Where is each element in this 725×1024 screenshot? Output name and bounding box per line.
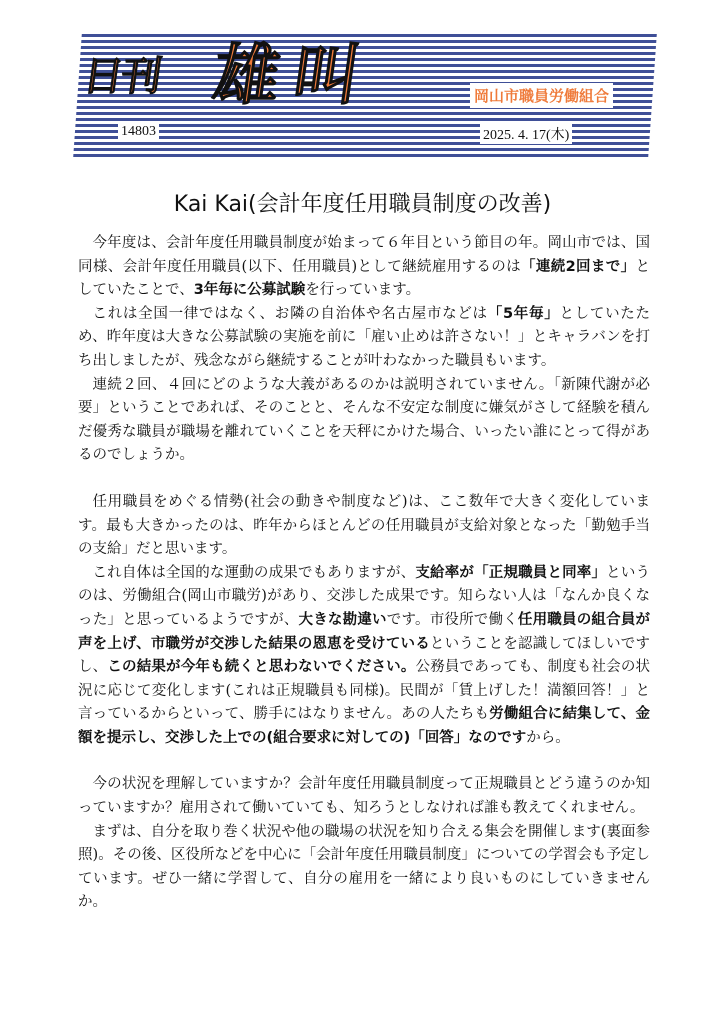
paragraph-text: これは全国一律ではなく、お隣の自治体や名古屋市などは	[92, 305, 488, 322]
article-paragraph	[78, 562, 650, 751]
article-paragraph	[78, 773, 650, 820]
paragraph-text: から。	[526, 729, 570, 746]
paragraph-text: 連続２回、４回にどのような大義があるのかは説明されていません。「新陳代謝が必要」ということであれば、そのことと、そんな不安定な制度に嫌気がさして経験を積んだ優秀な職員が職場を離れていくことを天秤にかけた場合、いったい誰にとって得があるのでしょうか。	[78, 376, 650, 464]
issue-number: 14803	[118, 124, 159, 140]
paragraph-text: 任用職員をめぐる情勢(社会の動きや制度など)は、ここ数年で大きく変化しています。最も大きかったのは、昨年からほとんどの任用職員が支給対象となった「勤勉手当の支給」だと思います。	[78, 493, 650, 558]
emphasis-text: この結果が今年も続くと思わないでください。	[107, 659, 416, 676]
emphasis-text: 大きな勘違い	[298, 611, 387, 628]
article-paragraph	[78, 491, 650, 562]
article-title: Kai Kai(会計年度任用職員制度の改善)	[173, 192, 552, 217]
emphasis-text: 労働組合に結集して、金額を提示し、交渉した上での(組合要求に対しての)「回答」なのです	[78, 706, 650, 746]
masthead-title-small: 日刊	[80, 54, 163, 100]
paragraph-text: を行っています。	[305, 282, 421, 299]
issue-date: 2025. 4. 17(木)	[480, 124, 572, 144]
paragraph-text: としていたため、昨年度は大きな公募試験の実施を前に「雇い止めは許さない！」とキャラバンを打ち出しましたが、残念ながら継続することが叶わなかった職員もいます。	[78, 305, 651, 369]
article-paragraph	[78, 232, 650, 303]
paragraph-gap	[78, 468, 650, 491]
masthead-title-big: 雄叫	[208, 37, 380, 114]
paragraph-text: 今の状況を理解していますか？会計年度任用職員制度って正規職員とどう違うのか知っていますか？雇用されて働いていても、知ろうとしなければ誰も教えてくれません。	[78, 776, 650, 817]
paragraph-text: というのは、労働組合(岡山市職労)があり、交渉した成果です。知らない人は「なんか良くなった」と思っているようですが、	[78, 564, 651, 628]
article-paragraph	[78, 821, 650, 915]
article-paragraph	[78, 303, 650, 374]
paragraph-text: としていたことで、	[78, 258, 650, 299]
paragraph-text: 今年度は、会計年度任用職員制度が始まって６年目という節目の年。岡山市では、国同様、会計年度任用職員(以下、任用職員)として継続雇用するのは	[78, 235, 650, 275]
paragraph-text: まずは、自分を取り巻く状況や他の職場の状況を知り合える集会を開催します(裏面参照)。その後、区役所などを中心に「会計年度任用職員制度」についての学習会も予定しています。ぜひ一緒に学習して、自分の雇用を一緒により良いものにしていきませんか。	[78, 823, 650, 911]
emphasis-text: 「連続2回まで」	[521, 258, 636, 275]
emphasis-text: 支給率が「正規職員と同率」	[415, 564, 607, 581]
paragraph-gap	[78, 750, 650, 773]
article-paragraph	[78, 374, 650, 468]
article-body	[78, 232, 650, 915]
emphasis-text: 3年毎に公募試験	[193, 282, 306, 299]
union-name: 岡山市職員労働組合	[470, 83, 613, 108]
emphasis-text: 「5年毎」	[487, 305, 560, 322]
paragraph-text: 公務員であっても、制度も社会の状況に応じて変化します(これは正規職員も同様)。民間が「賃上げした！満額回答！」と言っているからといって、勝手にはなりません。あの人たちも	[78, 659, 651, 723]
emphasis-text: 任用職員の組合員が声を上げ、市職労が交渉した結果の恩恵を受けている	[78, 611, 651, 652]
paragraph-text: これ自体は全国的な運動の成果でもありますが、	[92, 564, 416, 581]
paragraph-text: です。市役所で働く	[386, 611, 518, 628]
paragraph-text: ということを認識してほしいですし、	[78, 635, 650, 676]
